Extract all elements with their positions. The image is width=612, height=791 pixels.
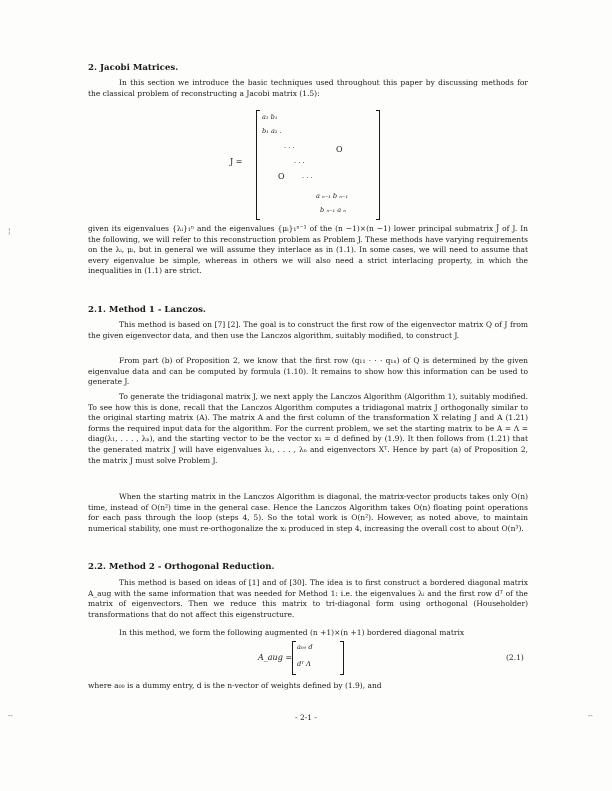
margin-tick-right: -- (588, 712, 593, 720)
aug-right-bracket (340, 641, 344, 675)
margin-tick-left: -- (8, 712, 13, 720)
page-number: - 2-1 - (295, 713, 317, 722)
matrix-lhs: J = (230, 157, 243, 166)
matrix-row-2: b₁ a₂ . (262, 127, 282, 135)
matrix-left-bracket (256, 110, 260, 220)
matrix-zero-upper: O (336, 145, 343, 154)
aug-row-2: dᵀ Λ (297, 660, 311, 668)
margin-dot-left: ¦ (8, 227, 11, 235)
equation-label: (2.1) (506, 653, 524, 662)
aug-left-bracket (292, 641, 296, 675)
section-2-intro: In this section we introduce the basic techniques used throughout this paper by discussing methods for the classical problem of reconstructing a Jacobi matrix (1.5): (88, 78, 528, 98)
aug-lhs: A_aug = (258, 653, 293, 662)
matrix-row-5: . . . (302, 172, 313, 180)
section-2-2-para-2: In this method, we form the following augmented (n +1)×(n +1) bordered diagonal matrix (119, 628, 465, 637)
section-2-1-para-3: To generate the tridiagonal matrix J, we next apply the Lanczos Algorithm (Algorithm 1), suitably modified. To see how this is done, recall that the Lanczos Algorithm computes a tridiagonal matrix J orthogonally similar to the original starting matrix (A). The matrix A and the first column of the transformation X relating J and A (1.21) forms the required input data for the algorithm. For the current problem, we set the starting matrix to be A = Λ = diag(λ₁, . . . , λₙ), and the starting vector to be the vector x₁ = d defined by (1.9). It then follows from (1.21) that the generated matrix J will have eigenvalues λ₁, . . . , λₙ and eigenvectors Xᵀ. Hence by part (a) of Proposition 2, the matrix J must solve Problem J. (88, 392, 528, 465)
section-2-1-para-4: When the starting matrix in the Lanczos Algorithm is diagonal, the matrix-vector products takes only O(n) time, instead of O(n²) time in the general case. Hence the Lanczos Algorithm takes O(n) floating point operations for each pass through the loop (steps 4, 5). So the total work is O(n²). However, as noted above, to maintain numerical stability, one must re-orthogonalize the xᵢ produced in step 4, increasing the overall cost to about O(n³). (88, 492, 528, 533)
matrix-row-6: a ₙ₋₁ b ₙ₋₁ (316, 192, 349, 200)
section-2-1-para-2: From part (b) of Proposition 2, we know that the first row (q₁₁ · · · q₁ₙ) of Q is determined by the given eigenvalue data and can be computed by formula (1.10). It remains to show how this information can be used to generate J. (88, 356, 528, 387)
matrix-row-1: a₁ b₁ (262, 113, 278, 121)
section-2-1-heading: 2.1. Method 1 - Lanczos. (88, 305, 206, 315)
matrix-zero-lower: O (278, 172, 285, 181)
matrix-row-4: . . . (294, 157, 305, 165)
matrix-row-3: . . . (284, 142, 295, 150)
section-2-heading: 2. Jacobi Matrices. (88, 63, 179, 73)
aug-row-1: a₀₀ d (297, 643, 313, 651)
section-2-1-para-1: This method is based on [7] [2]. The goal is to construct the first row of the eigenvector matrix Q of J from the given eigenvector data, and then use the Lanczos algorithm, suitably modified, to construct J. (88, 320, 528, 340)
section-2-2-heading: 2.2. Method 2 - Orthogonal Reduction. (88, 562, 275, 572)
matrix-row-7: b ₙ₋₁ a ₙ (320, 206, 346, 214)
section-2-2-para-1: This method is based on ideas of [1] and of [30]. The idea is to first construct a bordered diagonal matrix A_aug with the same information that was needed for Method 1: i.e. the eigenvalues λᵢ and the first row dᵀ of the matrix of eigenvectors. Then we reduce this matrix to tri-diagonal form using orthogonal (Householder) transformations that do not affect this eigenstructure. (88, 578, 528, 619)
matrix-right-bracket (376, 110, 380, 220)
section-2-body: given its eigenvalues {λᵢ}₁ⁿ and the eigenvalues {μᵢ}₁ⁿ⁻¹ of the (n −1)×(n −1) lower principal submatrix J̄ of J. In the following, we will refer to this reconstruction problem as Problem J. These methods have varying requirements on the λᵢ, μᵢ, but in general we will assume they interlace as in (1.1). In some cases, we will need to assume that every eigenvalue be simple, whereas in others we will also need a strict interlacing property, in which the inequalities in (1.1) are strict. (88, 224, 528, 276)
section-2-2-para-3: where a₀₀ is a dummy entry, d is the n-vector of weights defined by (1.9), and (88, 681, 382, 690)
